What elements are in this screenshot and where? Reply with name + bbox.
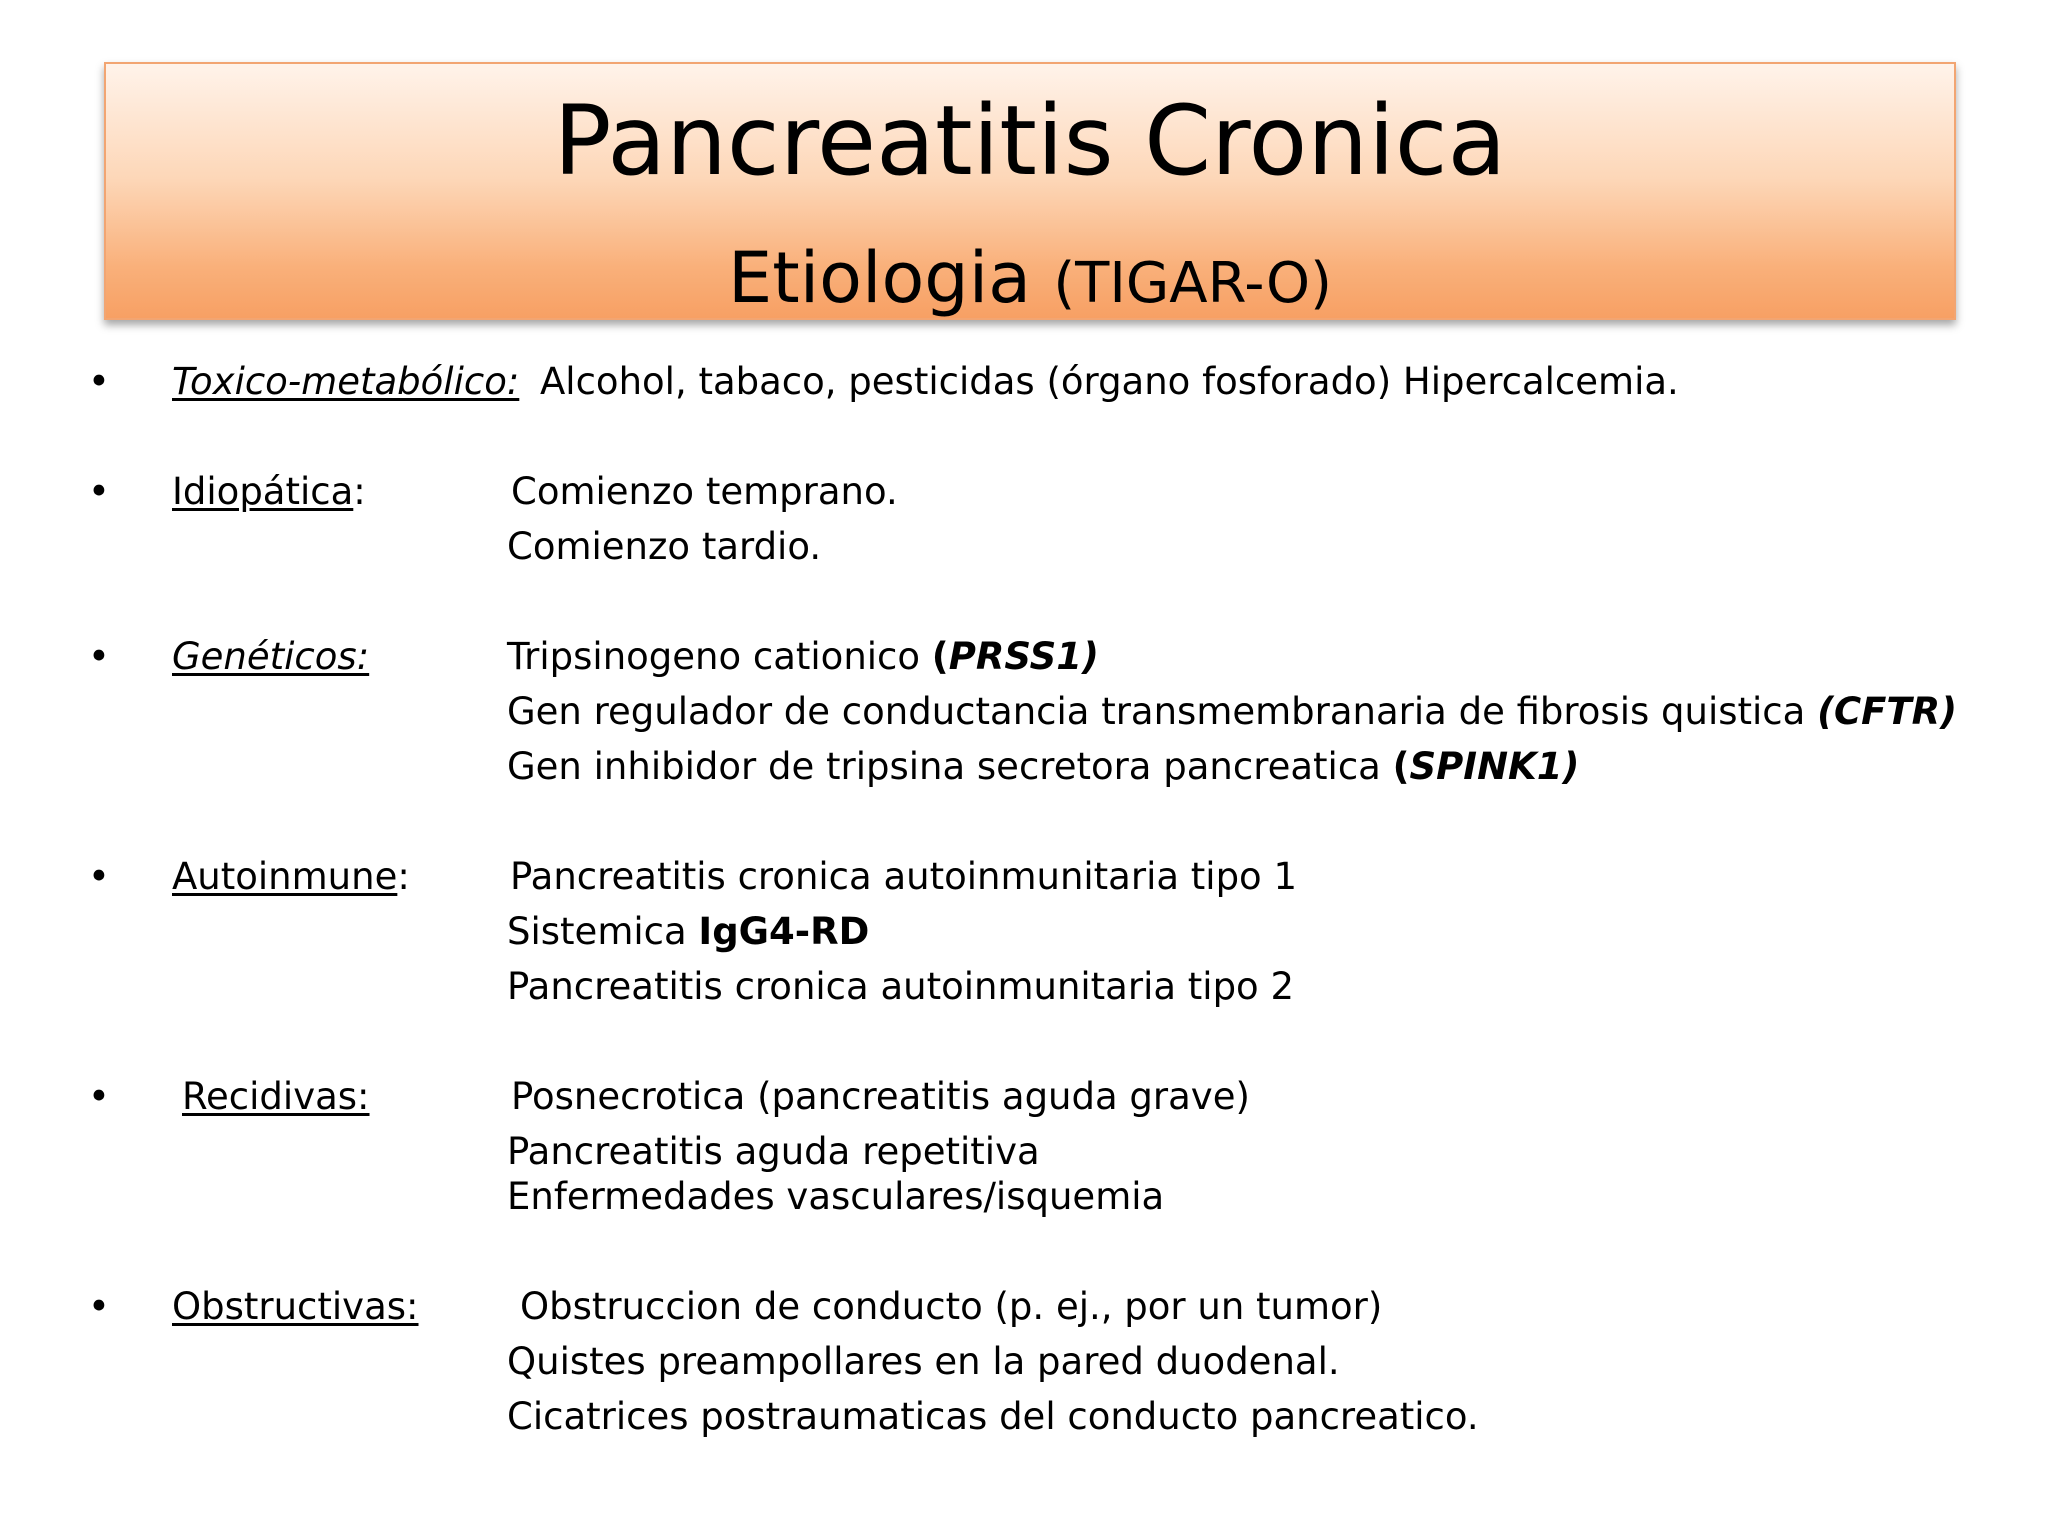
toxic-term: Toxico-metabólico: [172, 360, 520, 403]
igg4-rd-term: IgG4-RD [698, 910, 870, 953]
genetic-line-1 [507, 635, 1099, 678]
section-recurrent-label [182, 1075, 370, 1118]
idiopathic-line-2: Comienzo tardio. [507, 525, 822, 568]
genetic-line-1-paren: ( [931, 635, 949, 678]
bullet-marker: • [88, 1285, 110, 1328]
bullet-marker: • [88, 855, 110, 898]
toxic-description: Alcohol, tabaco, pesticidas (órgano fosforado) Hipercalcemia. [540, 360, 1679, 403]
autoimmune-line-2 [507, 910, 870, 953]
obstructive-term: Obstructivas: [172, 1285, 419, 1328]
section-genetic-label [172, 635, 370, 678]
subtitle-main: Etiologia [728, 237, 1032, 319]
bullet-marker: • [88, 635, 110, 678]
genetic-line-2-text: Gen regulador de conductancia transmembranaria de fibrosis quistica [507, 690, 1818, 733]
autoimmune-line-2-text: Sistemica [507, 910, 699, 953]
idiopathic-term: Idiopática [172, 470, 354, 513]
section-obstructive-label [172, 1285, 419, 1328]
autoimmune-line-1: Pancreatitis cronica autoinmunitaria tipo 1 [510, 855, 1297, 898]
genetic-line-1-text: Tripsinogeno cationico [507, 635, 932, 678]
genetic-term: Genéticos: [172, 635, 370, 678]
gene-spink1: SPINK1) [1409, 745, 1580, 788]
autoimmune-line-3: Pancreatitis cronica autoinmunitaria tipo 2 [507, 965, 1294, 1008]
bullet-marker: • [88, 360, 110, 403]
recurrent-line-1: Posnecrotica (pancreatitis aguda grave) [511, 1075, 1250, 1118]
autoimmune-term: Autoinmune [172, 855, 398, 898]
genetic-line-2 [507, 690, 1958, 733]
section-toxic-label [172, 360, 520, 403]
recurrent-line-2: Pancreatitis aguda repetitiva [507, 1130, 1040, 1173]
genetic-line-3 [507, 745, 1580, 788]
recurrent-line-3: Enfermedades vasculares/isquemia [507, 1175, 1165, 1218]
slide-title: Pancreatitis Cronica [553, 85, 1507, 197]
obstructive-line-2: Quistes preampollares en la pared duodenal. [507, 1340, 1340, 1383]
gene-cftr: (CFTR) [1817, 690, 1958, 733]
subtitle-acronym: (TIGAR-O) [1053, 251, 1332, 316]
autoimmune-colon: : [397, 855, 410, 898]
section-autoimmune-label [172, 855, 410, 898]
obstructive-line-1: Obstruccion de conducto (p. ej., por un tumor) [520, 1285, 1383, 1328]
bullet-marker: • [88, 1075, 110, 1118]
gene-prss1: PRSS1) [948, 635, 1099, 678]
section-idiopathic-label [172, 470, 366, 513]
idiopathic-line-1: Comienzo temprano. [511, 470, 898, 513]
genetic-line-3-text: Gen inhibidor de tripsina secretora pancreatica [507, 745, 1393, 788]
obstructive-line-3: Cicatrices postraumaticas del conducto pancreatico. [507, 1395, 1479, 1438]
genetic-line-3-paren: ( [1392, 745, 1410, 788]
bullet-marker: • [88, 470, 110, 513]
idiopathic-colon: : [353, 470, 366, 513]
recurrent-term: Recidivas: [182, 1075, 370, 1118]
